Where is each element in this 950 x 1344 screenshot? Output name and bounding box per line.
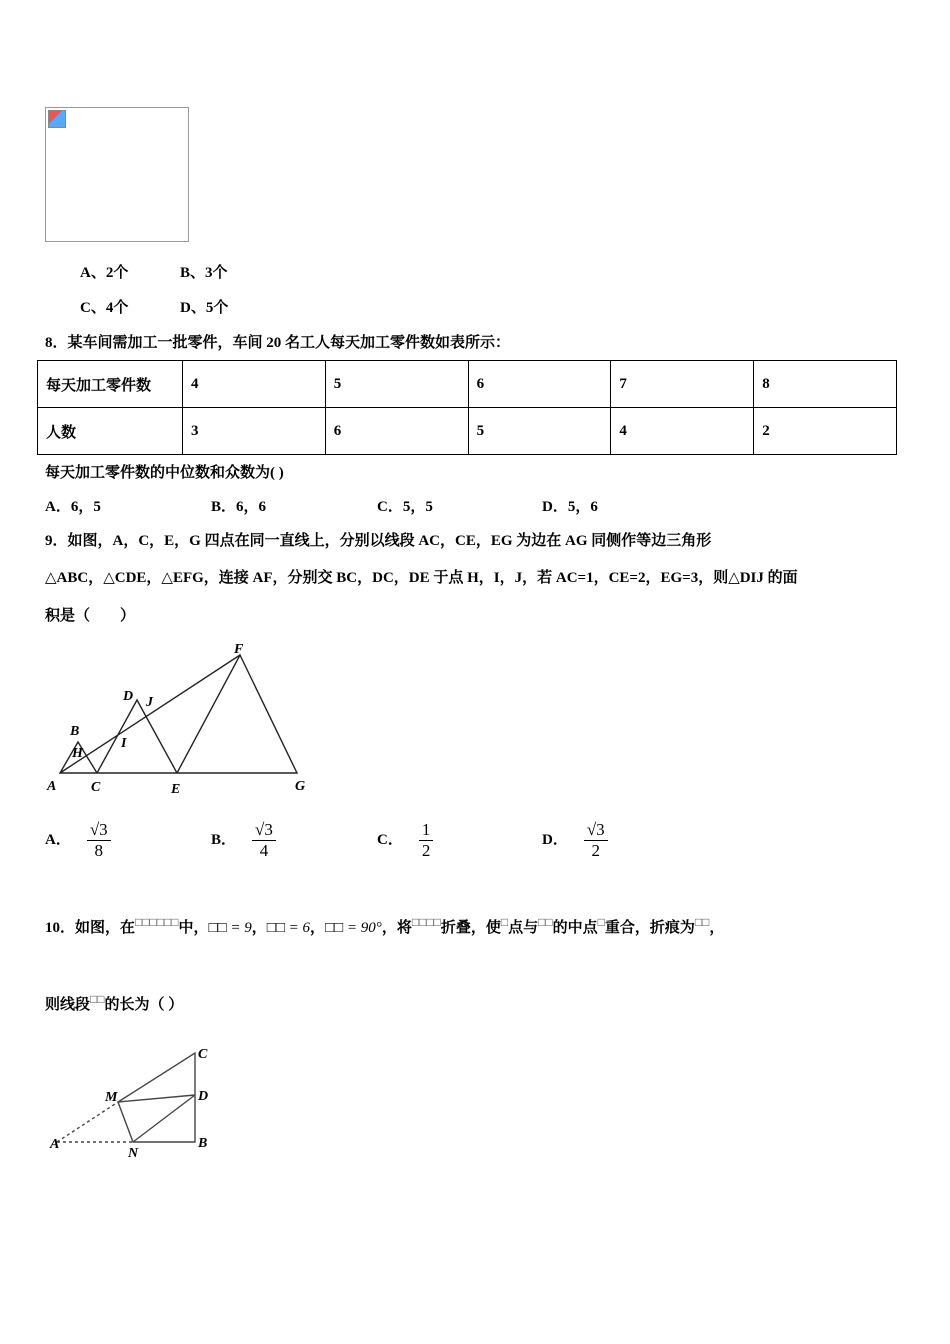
figure-label: C	[91, 780, 101, 795]
text: 重合，折痕为	[604, 920, 695, 936]
math: □□ = 90°	[325, 920, 382, 936]
figure-label: A	[50, 1137, 60, 1152]
text: ，	[251, 920, 267, 936]
figure-label: F	[234, 642, 244, 657]
option-label: A．	[45, 831, 71, 848]
denominator: 4	[259, 841, 269, 860]
missing-glyph: □□□□	[411, 915, 441, 929]
table-cell: 5	[325, 361, 468, 408]
text: ，	[310, 920, 326, 936]
figure-label: N	[128, 1146, 139, 1160]
figure-label: D	[198, 1089, 209, 1104]
table-cell: 6	[468, 361, 611, 408]
missing-glyph: □□	[538, 915, 553, 929]
q9-option-b	[211, 820, 276, 861]
q8-option-d: D．5，6	[542, 499, 598, 515]
math: □□ = 6	[266, 920, 311, 936]
figure-label: I	[121, 736, 127, 751]
denominator: 8	[94, 841, 104, 860]
q9-line2: △ABC，△CDE，△EFG，连接 AF，分别交 BC，DC，DE 于点 H，I，J，若 AC=1，CE=2，EG=3，则△DIJ 的面	[45, 570, 798, 586]
q9-option-d	[542, 820, 608, 861]
q8-option-a: A．6，5	[45, 499, 101, 515]
missing-glyph: □□	[90, 992, 105, 1006]
q7-option-d: D、5个	[180, 300, 229, 316]
missing-glyph: □□□□□□	[135, 915, 179, 929]
q10-line1	[45, 915, 724, 937]
numerator: √3	[252, 820, 276, 841]
figure-label: J	[146, 695, 153, 710]
q8-option-b: B．6，6	[211, 499, 267, 515]
math: □□ = 9	[208, 920, 252, 936]
missing-glyph: □	[597, 915, 605, 929]
q8-option-c: C．5，5	[377, 499, 433, 515]
text: 10．如图，在	[45, 920, 136, 936]
q7-option-c: C、4个	[80, 300, 129, 316]
q10-fold-figure	[45, 1040, 225, 1160]
q9-line3: 积是（ ）	[45, 608, 136, 624]
denominator: 2	[421, 841, 431, 860]
table-cell: 6	[325, 408, 468, 455]
figure-label: B	[198, 1136, 208, 1151]
numerator: √3	[87, 820, 111, 841]
q9-option-a	[45, 820, 111, 861]
figure-label: H	[72, 746, 83, 761]
broken-image-icon	[48, 110, 66, 128]
text: 中，	[178, 920, 209, 936]
q8-stem: 8．某车间需加工一批零件，车间 20 名工人每天加工零件数如表所示：	[45, 335, 511, 351]
text: ，	[709, 920, 725, 936]
q9-option-c	[377, 820, 433, 861]
table-row	[38, 361, 897, 408]
missing-glyph: □□	[694, 915, 710, 929]
numerator: √3	[584, 820, 608, 841]
text: ，将	[381, 920, 412, 936]
figure-label: G	[295, 779, 306, 794]
broken-image-placeholder	[45, 107, 189, 242]
text: 则线段	[45, 997, 91, 1013]
q7-option-a: A、2个	[80, 265, 129, 281]
figure-label: A	[47, 779, 57, 794]
table-cell: 8	[754, 361, 897, 408]
option-label: D．	[542, 831, 568, 848]
figure-label: D	[123, 689, 134, 704]
text: 折叠，使	[440, 920, 501, 936]
q9-line1: 9．如图，A，C，E，G 四点在同一直线上，分别以线段 AC，CE，EG 为边在 AG 同侧作等边三角形	[45, 533, 712, 549]
q8-table	[37, 360, 897, 455]
table-cell: 每天加工零件数	[38, 361, 183, 408]
option-label: C．	[377, 831, 403, 848]
table-cell: 5	[468, 408, 611, 455]
q9-triangle-figure	[45, 640, 315, 800]
figure-label: B	[70, 724, 80, 739]
q10-line2	[45, 992, 183, 1014]
q8-question: 每天加工零件数的中位数和众数为( )	[45, 465, 284, 481]
table-cell: 2	[754, 408, 897, 455]
fraction	[87, 820, 111, 861]
text: 点与	[508, 920, 539, 936]
table-cell: 3	[183, 408, 326, 455]
table-cell: 7	[611, 361, 754, 408]
text: 的中点	[552, 920, 598, 936]
fraction	[252, 820, 276, 861]
table-cell: 4	[183, 361, 326, 408]
table-cell: 4	[611, 408, 754, 455]
figure-label: C	[198, 1047, 208, 1062]
text: 的长为（ ）	[104, 997, 184, 1013]
table-cell: 人数	[38, 408, 183, 455]
figure-label: E	[171, 782, 181, 797]
option-label: B．	[211, 831, 237, 848]
table-row	[38, 408, 897, 455]
missing-glyph: □	[500, 915, 509, 929]
fraction	[419, 820, 434, 861]
numerator: 1	[419, 820, 434, 841]
figure-label: M	[105, 1090, 118, 1105]
denominator: 2	[591, 841, 601, 860]
fraction	[584, 820, 608, 861]
q7-option-b: B、3个	[180, 265, 228, 281]
